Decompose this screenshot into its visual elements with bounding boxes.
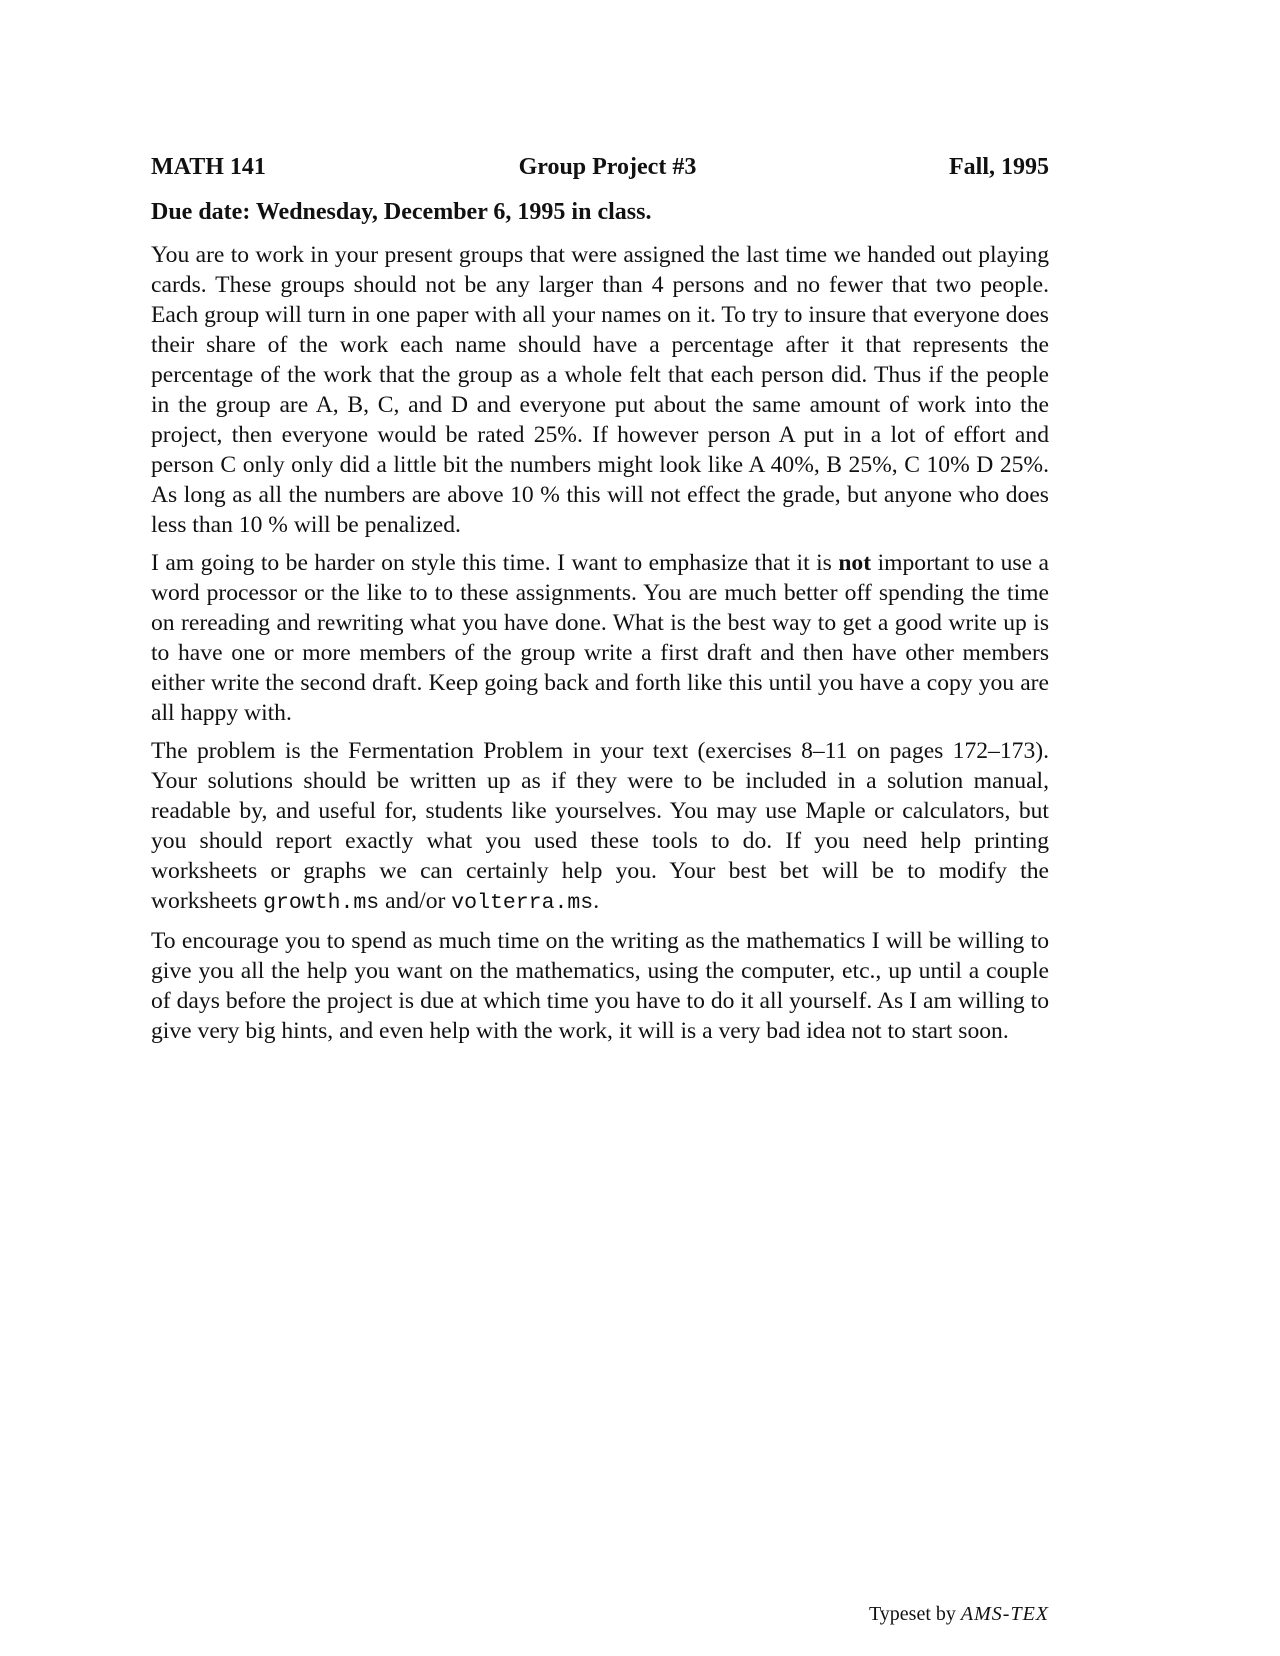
typeset-prefix: Typeset by xyxy=(868,1603,961,1625)
paragraph-problem-text-1: The problem is the Fermentation Problem in your text (exercises 8–11 on pages 172–173). Your solutions should be written up as if they were to be included in a solution manual, readable by, and useful for, students like yourselves. You may use Maple or calculators, but you should report exactly what you used these tools to do. If you need help printing worksheets or graphs we can certainly help you. Your best bet will be to modify the worksheets xyxy=(151,738,1049,914)
worksheet-volterra: volterra.ms xyxy=(451,891,594,915)
document-page xyxy=(151,150,1049,1046)
due-date: Due date: Wednesday, December 6, 1995 in class. xyxy=(151,199,652,225)
paragraph-groups: You are to work in your present groups that were assigned the last time we handed out playing cards. These groups should not be any larger than 4 persons and no fewer that two people. Each group will turn in one paper with all your names on it. To try to insure that everyone does their share of the work each name should have a percentage after it that represents the percentage of the work that the group as a whole felt that each person did. Thus if the people in the group are A, B, C, and D and everyone put about the same amount of work into the project, then everyone would be rated 25%. If however person A put in a lot of effort and person C only only did a little bit the numbers might look like A 40%, B 25%, C 10% D 25%. As long as all the numbers are above 10 % this will not effect the grade, but anyone who does less than 10 % will be penalized. xyxy=(151,242,1049,538)
paragraph-help: To encourage you to spend as much time on the writing as the mathematics I will be willing to give you all the help you want on the mathematics, using the computer, etc., up until a couple of days before the project is due at which time you have to do it all yourself. As I am willing to give very big hints, and even help with the work, it will is a very bad idea not to start soon. xyxy=(151,928,1049,1044)
paragraph-problem-text-3: . xyxy=(593,888,600,914)
paragraph-style xyxy=(151,548,1049,728)
typeset-footer xyxy=(869,1601,1049,1627)
document-header xyxy=(151,150,1049,184)
paragraph-style-text-2: important to use a word processor or the like to to these assignments. You are much better off spending the time on rereading and rewriting what you have done. What is the best way to get a good write up is to have one or more members of the group write a first draft and then have other members either write the second draft. Keep going back and forth like this until you have a copy you are all happy with. xyxy=(151,550,1050,726)
paragraph-problem xyxy=(151,736,1049,918)
paragraph-problem-text-2: and/or xyxy=(379,888,452,914)
worksheet-growth: growth.ms xyxy=(263,891,380,915)
term: Fall, 1995 xyxy=(948,154,1049,180)
course-name: MATH 141 xyxy=(151,154,266,180)
amstex-mark: AMS-TEX xyxy=(960,1603,1049,1625)
project-title: Group Project #3 xyxy=(518,154,697,180)
emphasis-not: not xyxy=(838,550,872,576)
paragraph-style-text-1: I am going to be harder on style this time. I want to emphasize that it is xyxy=(151,550,839,576)
